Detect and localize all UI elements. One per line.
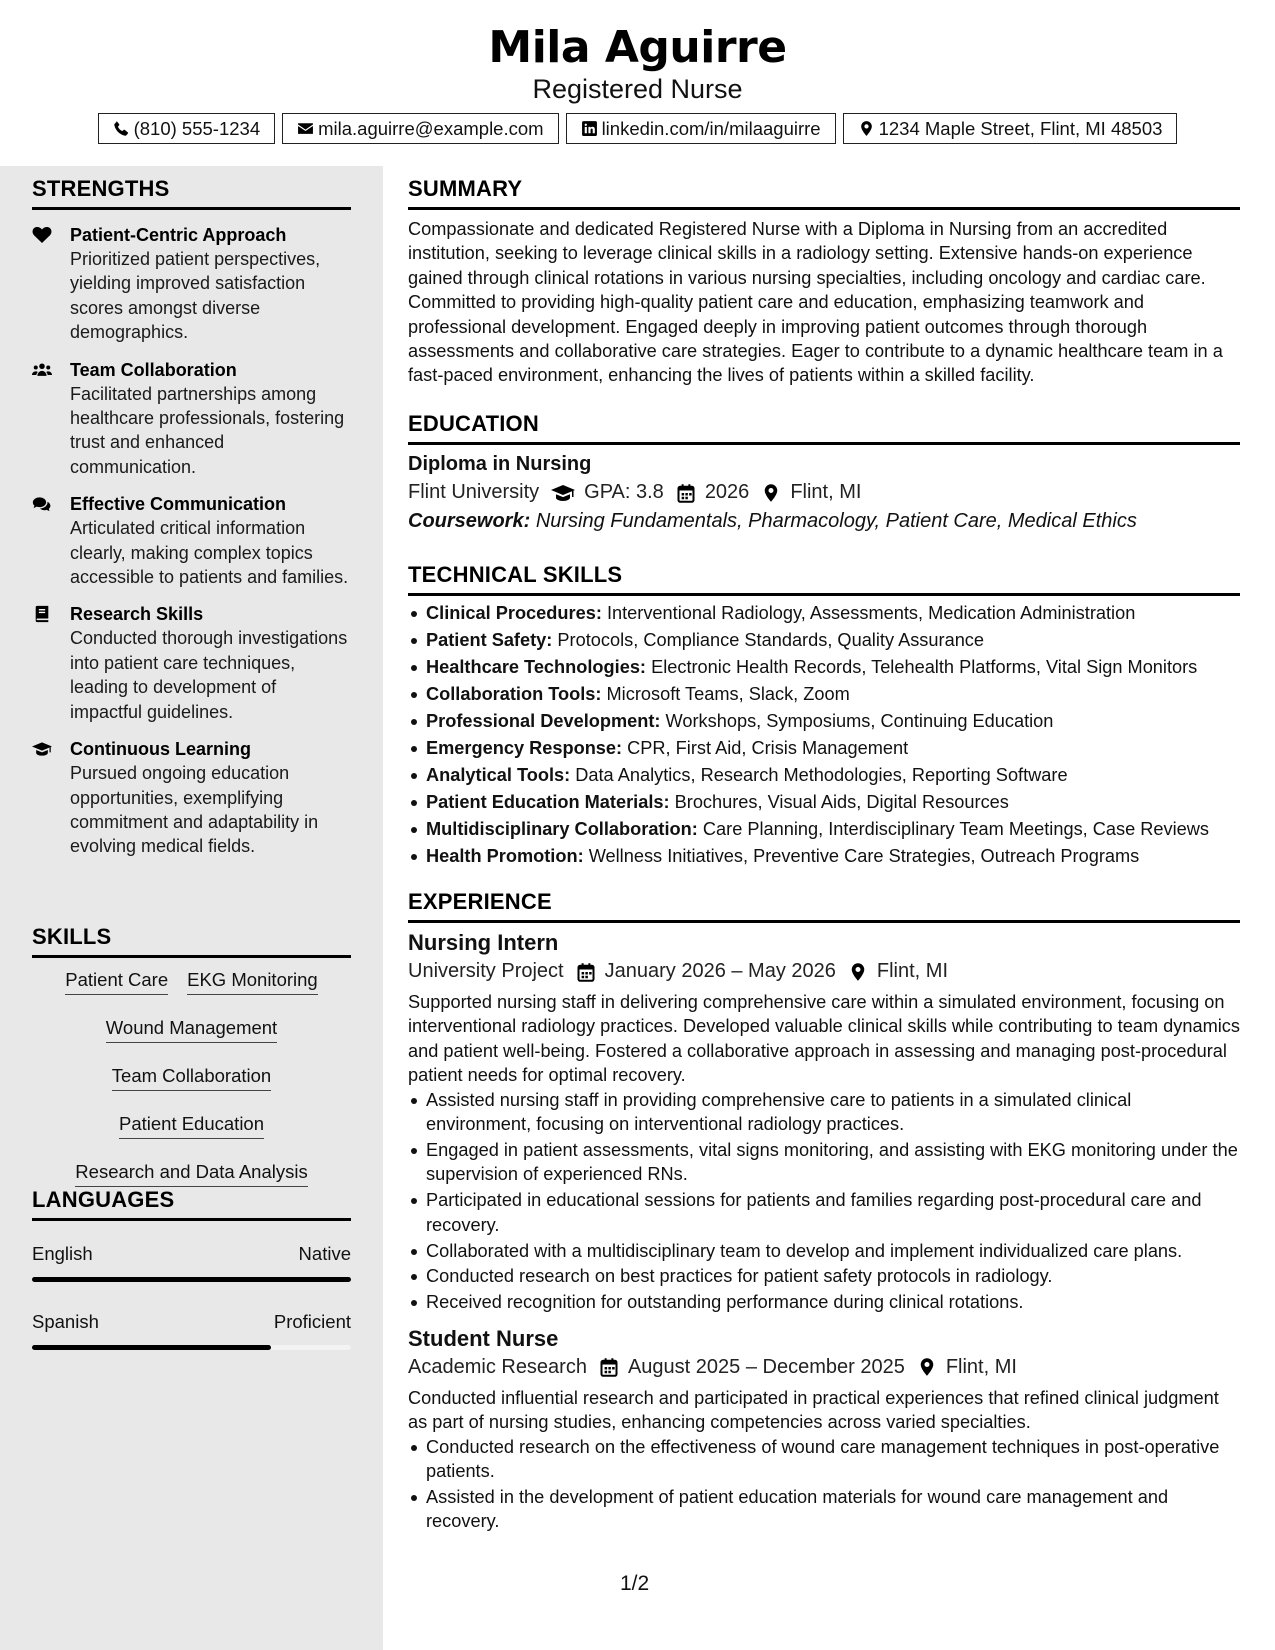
list-item: Collaborated with a multidisciplinary team to develop and implement individualized care plans. bbox=[408, 1239, 1240, 1263]
strengths-title: STRENGTHS bbox=[32, 176, 351, 210]
page-number: 1/2 bbox=[620, 1572, 650, 1595]
strength-title: Effective Communication bbox=[70, 494, 287, 515]
skills-title: SKILLS bbox=[32, 924, 351, 958]
list-item: Conducted research on best practices for patient safety protocols in radiology. bbox=[408, 1264, 1240, 1288]
strength-title: Team Collaboration bbox=[70, 359, 237, 380]
calendar-icon bbox=[676, 483, 696, 503]
list-item: Conducted research on the effectiveness of wound care management techniques in post-operative patients. bbox=[408, 1435, 1240, 1484]
list-item: Patient Education Materials: Brochures, Visual Aids, Digital Resources bbox=[408, 789, 1240, 816]
job-bullets bbox=[408, 1088, 1240, 1315]
education-location: Flint, MI bbox=[790, 481, 862, 503]
job-dates: January 2026 – May 2026 bbox=[604, 960, 836, 982]
job-org: University Project bbox=[408, 960, 564, 982]
education-meta bbox=[408, 481, 1240, 504]
education-gpa: GPA: 3.8 bbox=[584, 481, 664, 503]
map-pin-icon bbox=[917, 1357, 937, 1377]
list-item: Received recognition for outstanding performance during clinical rotations. bbox=[408, 1290, 1240, 1314]
envelope-icon bbox=[297, 120, 314, 137]
contact-linkedin-text: linkedin.com/in/milaaguirre bbox=[601, 117, 821, 139]
job-location: Flint, MI bbox=[876, 960, 949, 982]
coursework-label: Coursework: bbox=[408, 510, 531, 532]
strength-item bbox=[32, 223, 351, 345]
language-level: Native bbox=[298, 1243, 351, 1264]
calendar-icon bbox=[599, 1357, 619, 1377]
education-title: EDUCATION bbox=[408, 411, 1240, 445]
language-name: Spanish bbox=[32, 1311, 99, 1332]
education-school: Flint University bbox=[408, 481, 540, 503]
linkedin-icon bbox=[581, 120, 598, 137]
map-pin-icon bbox=[848, 962, 868, 982]
experience-title: EXPERIENCE bbox=[408, 889, 1240, 923]
strength-item bbox=[32, 602, 351, 724]
languages-title: LANGUAGES bbox=[32, 1187, 351, 1221]
contact-bar bbox=[0, 113, 1275, 144]
language-bar-fill bbox=[32, 1345, 271, 1350]
job-description: Supported nursing staff in delivering comprehensive care within a simulated environment, focusing on interventional radiology practices. Developed valuable clinical skills while contributing to team dynamics and patient well-being. Fostered a collaborative approach in assessing and managing post-procedural patient needs for optimal recovery. bbox=[408, 992, 1240, 1086]
heart-icon bbox=[32, 223, 70, 345]
job-entry bbox=[408, 930, 1240, 1315]
language-name: English bbox=[32, 1243, 93, 1264]
strength-title: Research Skills bbox=[70, 604, 204, 625]
list-item: Professional Development: Workshops, Symposiums, Continuing Education bbox=[408, 708, 1240, 735]
skill-tag: Wound Management bbox=[106, 1016, 277, 1043]
list-item: Participated in educational sessions for patients and families regarding post-procedural care and recovery. bbox=[408, 1188, 1240, 1237]
summary-text: Compassionate and dedicated Registered Nurse with a Diploma in Nursing from an accredited institution, seeking to leverage clinical skills in a radiology setting. Extensive hands-on experience gained through clinical rotations in various nursing specialties, including oncology and cardiac care. Committed to providing high-quality patient care and education, emphasizing teamwork and professional development. Engaged deeply in improving patient outcomes through thorough assessments and collaborative care strategies. Eager to contribute to a dynamic healthcare team in a fast-paced environment, enhancing the lives of patients within a skilled facility. bbox=[408, 219, 1223, 386]
resume-header bbox=[0, 0, 1275, 166]
job-title: Nursing Intern bbox=[408, 930, 559, 955]
graduation-cap-icon bbox=[32, 737, 70, 859]
language-item bbox=[32, 1243, 351, 1282]
list-item: Collaboration Tools: Microsoft Teams, Slack, Zoom bbox=[408, 681, 1240, 708]
contact-phone-text: (810) 555-1234 bbox=[133, 117, 261, 139]
job-bullets bbox=[408, 1435, 1240, 1534]
education-coursework bbox=[408, 510, 1240, 533]
strength-item bbox=[32, 492, 351, 589]
job-description: Conducted influential research and participated in practical experiences that refined clinical judgment as part of nursing studies, enhancing competencies across varied specialties. bbox=[408, 1387, 1219, 1433]
language-bar bbox=[32, 1345, 351, 1350]
sidebar bbox=[0, 166, 383, 1650]
strength-desc: Prioritized patient perspectives, yielding improved satisfaction scores amongst diverse demographics. bbox=[70, 249, 321, 343]
job-meta bbox=[408, 960, 1240, 983]
list-item: Health Promotion: Wellness Initiatives, Preventive Care Strategies, Outreach Programs bbox=[408, 843, 1240, 870]
list-item: Analytical Tools: Data Analytics, Research Methodologies, Reporting Software bbox=[408, 762, 1240, 789]
strength-title: Continuous Learning bbox=[70, 739, 251, 760]
list-item: Assisted in the development of patient education materials for wound care management and recovery. bbox=[408, 1485, 1240, 1534]
map-pin-icon bbox=[761, 483, 781, 503]
skill-tag: Patient Education bbox=[119, 1112, 264, 1139]
education-year: 2026 bbox=[704, 481, 750, 503]
job-title: Student Nurse bbox=[408, 1325, 559, 1351]
technical-skills-title: TECHNICAL SKILLS bbox=[408, 562, 1240, 596]
education-degree: Diploma in Nursing bbox=[408, 453, 592, 475]
skill-tag: EKG Monitoring bbox=[187, 968, 318, 995]
job-location: Flint, MI bbox=[945, 1355, 1017, 1378]
strength-desc: Pursued ongoing education opportunities, exemplifying commitment and adaptability in evolving medical fields. bbox=[70, 763, 319, 857]
contact-email-text: mila.aguirre@example.com bbox=[318, 117, 544, 139]
list-item: Engaged in patient assessments, vital signs monitoring, and assisting with EKG monitoring under the supervision of experienced RNs. bbox=[408, 1138, 1240, 1187]
skills-list bbox=[32, 968, 351, 1208]
summary-section bbox=[408, 176, 1240, 388]
list-item: Assisted nursing staff in providing comprehensive care to patients in a simulated clinical environment, focusing on interventional radiology practices. bbox=[408, 1088, 1240, 1137]
candidate-role: Registered Nurse bbox=[532, 74, 743, 104]
language-item bbox=[32, 1311, 351, 1350]
strength-item bbox=[32, 358, 351, 480]
language-bar-fill bbox=[32, 1277, 351, 1282]
language-level: Proficient bbox=[273, 1311, 351, 1332]
language-bar bbox=[32, 1277, 351, 1282]
technical-skills-section bbox=[408, 562, 1240, 870]
summary-title: SUMMARY bbox=[408, 176, 1240, 210]
skill-tag: Patient Care bbox=[65, 968, 168, 995]
experience-section bbox=[408, 889, 1240, 1534]
list-item: Patient Safety: Protocols, Compliance Standards, Quality Assurance bbox=[408, 627, 1240, 654]
languages-section bbox=[32, 1187, 351, 1350]
calendar-icon bbox=[576, 962, 596, 982]
book-icon bbox=[32, 602, 70, 724]
users-icon bbox=[32, 358, 70, 480]
education-section bbox=[408, 411, 1240, 533]
contact-email[interactable] bbox=[282, 113, 558, 144]
skill-tag: Team Collaboration bbox=[112, 1064, 271, 1091]
comments-icon bbox=[32, 492, 70, 589]
coursework-text: Nursing Fundamentals, Pharmacology, Patient Care, Medical Ethics bbox=[535, 510, 1137, 532]
job-meta bbox=[408, 1356, 1240, 1379]
technical-skills-list bbox=[408, 600, 1240, 870]
list-item: Clinical Procedures: Interventional Radiology, Assessments, Medication Administration bbox=[408, 600, 1240, 627]
skill-tag: Research and Data Analysis bbox=[75, 1160, 307, 1187]
contact-address bbox=[843, 113, 1178, 144]
skills-section bbox=[32, 924, 351, 1208]
strength-desc: Facilitated partnerships among healthcare professionals, fostering trust and enhanced communication. bbox=[70, 383, 345, 477]
job-entry bbox=[408, 1326, 1240, 1534]
list-item: Multidisciplinary Collaboration: Care Planning, Interdisciplinary Team Meetings, Case Reviews bbox=[408, 816, 1240, 843]
candidate-name: Mila Aguirre bbox=[488, 22, 787, 73]
strength-item bbox=[32, 737, 351, 859]
graduation-cap-icon bbox=[551, 484, 575, 502]
contact-linkedin[interactable] bbox=[566, 113, 836, 144]
contact-phone[interactable] bbox=[98, 113, 276, 144]
strength-desc: Articulated critical information clearly, making complex topics accessible to patients and families. bbox=[70, 518, 349, 588]
strength-title: Patient-Centric Approach bbox=[70, 225, 287, 245]
list-item: Healthcare Technologies: Electronic Health Records, Telehealth Platforms, Vital Sign Monitors bbox=[408, 654, 1240, 681]
contact-address-text: 1234 Maple Street, Flint, MI 48503 bbox=[878, 117, 1163, 139]
strengths-section bbox=[32, 176, 351, 859]
phone-icon bbox=[113, 120, 130, 137]
job-dates: August 2025 – December 2025 bbox=[627, 1355, 905, 1378]
job-org: Academic Research bbox=[408, 1355, 587, 1378]
map-pin-icon bbox=[858, 120, 875, 137]
list-item: Emergency Response: CPR, First Aid, Crisis Management bbox=[408, 735, 1240, 762]
strength-desc: Conducted thorough investigations into patient care techniques, leading to development of impactful guidelines. bbox=[70, 628, 348, 722]
